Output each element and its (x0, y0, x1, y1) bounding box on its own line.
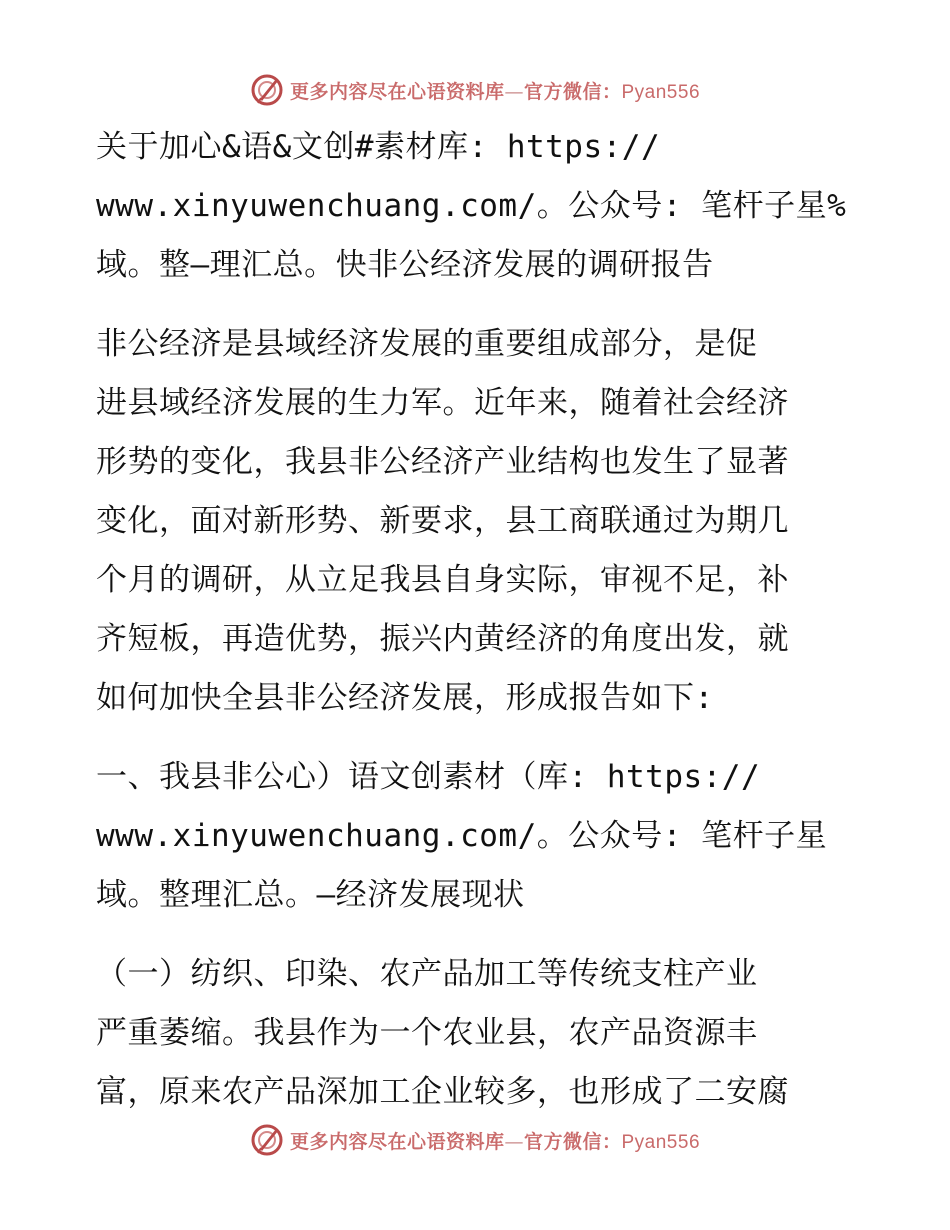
text-line: 严重萎缩。我县作为一个农业县，农产品资源丰 (96, 1015, 758, 1051)
text-line: www.xinyuwenchuang.com/。公众号: 笔杆子星 (96, 818, 828, 854)
text-line: 变化，面对新形势、新要求，县工商联通过为期几 (96, 503, 789, 539)
paragraph-intro (96, 315, 856, 728)
header-watermark (0, 70, 950, 110)
text-line: 进县域经济发展的生力军。近年来，随着社会经济 (96, 385, 789, 421)
text-line: www.xinyuwenchuang.com/。公众号: 笔杆子星% (96, 188, 847, 224)
text-line: （一）纺织、印染、农产品加工等传统支柱产业 (96, 956, 758, 992)
text-line: 域。整—理汇总。快非公经济发展的调研报告 (96, 247, 714, 283)
text-line: 域。整理汇总。—经济发展现状 (96, 877, 525, 913)
watermark-text: 更多内容尽在心语资料库—官方微信：Pyan556 (289, 1130, 701, 1153)
paragraph-section-heading (96, 748, 856, 925)
text-line: 关于加心&语&文创#素材库: https:// (96, 129, 661, 165)
footer-watermark (0, 1120, 950, 1160)
text-line: 富，原来农产品深加工企业较多，也形成了二安腐 (96, 1074, 789, 1110)
text-line: 个月的调研，从立足我县自身实际，审视不足，补 (96, 562, 789, 598)
text-line: 齐短板，再造优势，振兴内黄经济的角度出发，就 (96, 621, 789, 657)
text-line: 如何加快全县非公经济发展，形成报告如下: (96, 680, 714, 716)
paragraph-title (96, 118, 856, 295)
document-body (96, 118, 856, 1142)
text-line: 非公经济是县域经济发展的重要组成部分，是促 (96, 326, 758, 362)
watermark-text: 更多内容尽在心语资料库—官方微信：Pyan556 (289, 80, 701, 103)
text-line: 一、我县非公心）语文创素材（库: https:// (96, 759, 761, 795)
quill-logo-icon (250, 1123, 284, 1157)
text-line: 形势的变化，我县非公经济产业结构也发生了显著 (96, 444, 789, 480)
quill-logo-icon (250, 73, 284, 107)
paragraph-subsection (96, 945, 856, 1122)
